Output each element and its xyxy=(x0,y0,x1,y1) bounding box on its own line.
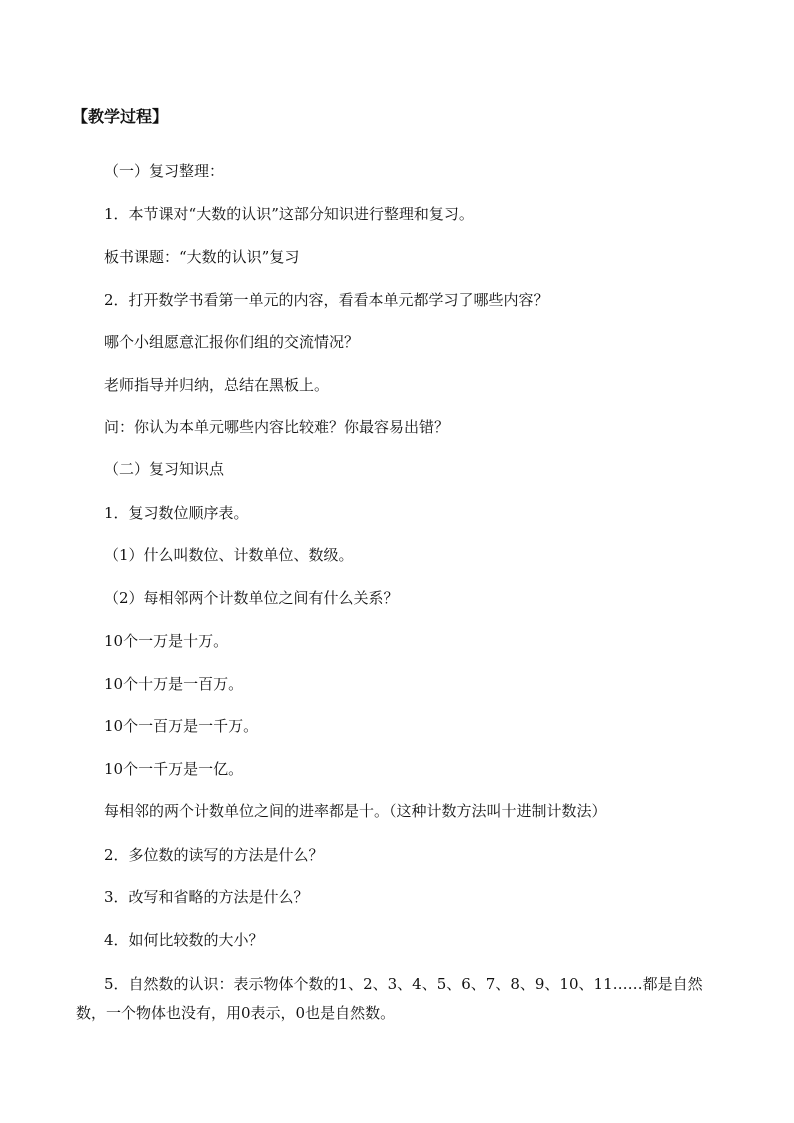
text-line: （1）什么叫数位、计数单位、数级。 xyxy=(104,546,354,564)
text-line: 4．如何比较数的大小？ xyxy=(104,931,264,949)
text-line: 2．打开数学书看第一单元的内容，看看本单元都学习了哪些内容？ xyxy=(104,291,549,309)
text-line: 1．复习数位顺序表。 xyxy=(104,504,249,522)
subheading-review: （一）复习整理： xyxy=(104,162,225,180)
section-title: 【教学过程】 xyxy=(72,107,169,126)
text-line: 每相邻的两个计数单位之间的进率都是十。（这种计数方法叫十进制计数法） xyxy=(104,802,607,820)
text-line: 3．改写和省略的方法是什么？ xyxy=(104,888,309,906)
text-line: 10个一百万是一千万。 xyxy=(104,717,259,735)
text-line: 1．本节课对“大数的认识”这部分知识进行整理和复习。 xyxy=(104,205,474,223)
text-line: 哪个小组愿意汇报你们组的交流情况？ xyxy=(104,333,360,351)
text-line: 10个十万是一百万。 xyxy=(104,675,244,693)
text-line: 10个一万是十万。 xyxy=(104,632,229,650)
text-line: 问：你认为本单元哪些内容比较难？你最容易出错？ xyxy=(104,418,450,436)
subheading-knowledge: （二）复习知识点 xyxy=(104,460,225,478)
text-line: 2．多位数的读写的方法是什么？ xyxy=(104,846,324,864)
text-line: （2）每相邻两个计数单位之间有什么关系？ xyxy=(104,589,399,607)
text-line: 10个一千万是一亿。 xyxy=(104,760,244,778)
text-line: 老师指导并归纳，总结在黑板上。 xyxy=(104,376,330,394)
text-line: 板书课题：“大数的认识”复习 xyxy=(104,248,300,266)
paragraph-natural-numbers: 5．自然数的认识：表示物体个数的1、2、3、4、5、6、7、8、9、10、11……都是自然数，一个物体也没有，用0表示，0也是自然数。 xyxy=(76,975,703,1022)
